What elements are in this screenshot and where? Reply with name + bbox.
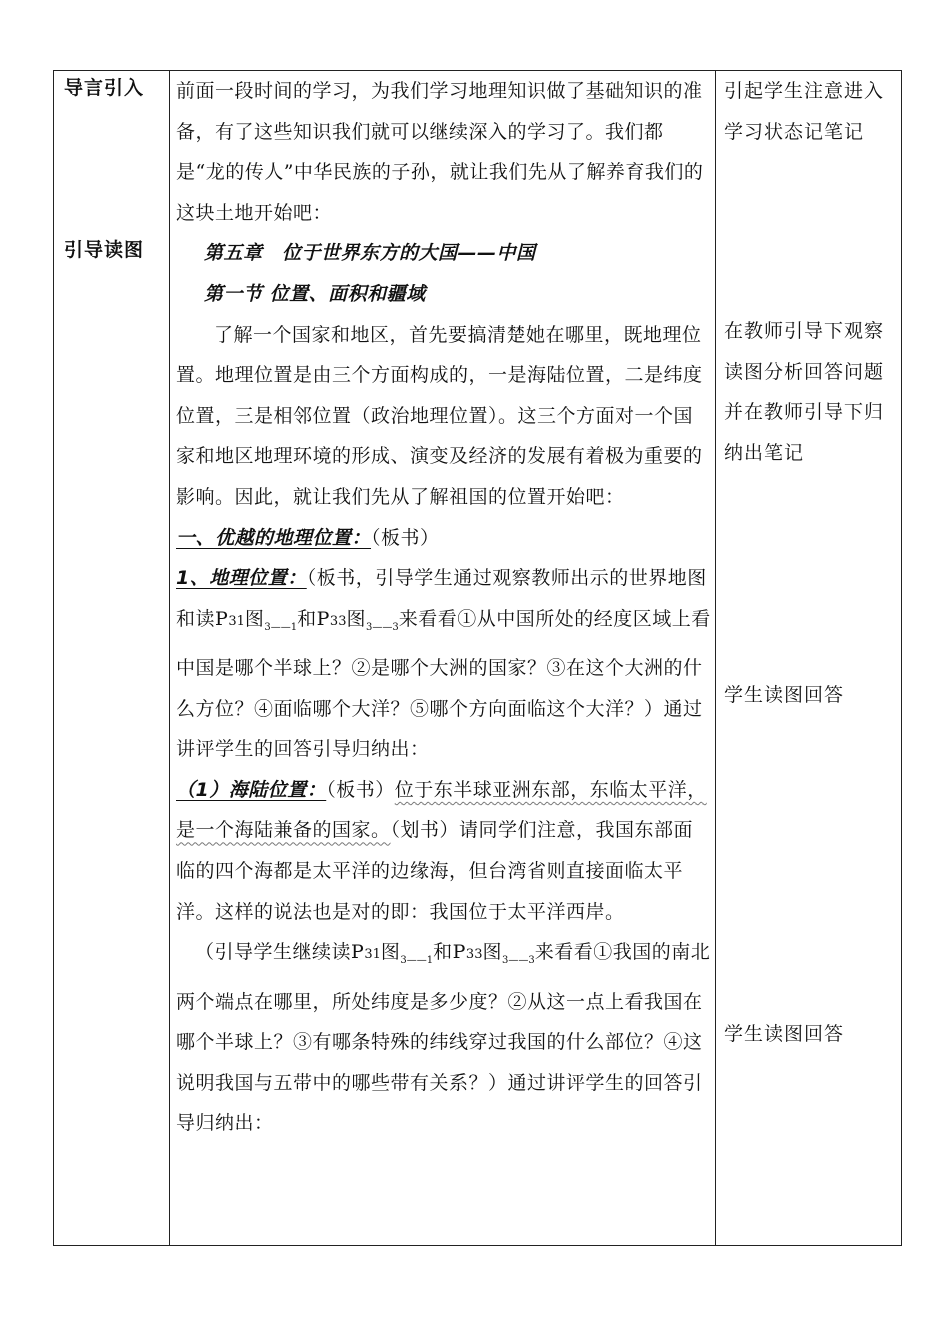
student-activity-column xyxy=(716,71,902,1246)
latitude-paragraph: （引导学生继续读P31图$_{3——1}$和P33图$_{3——3}$来看看①我国的南北两个端点在哪里，所处纬度是多少度？②从这一点上看我国在哪个半球上？③有哪条特殊的纬线穿过我国的什么部位？④这说明我国与五带中的哪些带有关系？）通过讲评学生的回答引导归纳出： xyxy=(176,941,711,1135)
page-ref-33: P33 xyxy=(316,607,347,630)
location-paragraph: 了解一个国家和地区，首先要搞清楚她在哪里，既地理位置。地理位置是由三个方面构成的，一是海陆位置，二是纬度位置，三是相邻位置（政治地理位置）。这三个方面对一个国家和地区地理环境的形成、演变及经济的发展有着极为重要的影响。因此，就让我们先从了解祖国的位置开始吧： xyxy=(176,323,703,508)
page-ref-31: P31 xyxy=(351,941,381,964)
heading-geo-position xyxy=(176,518,711,559)
heading-2: 1、地理位置： xyxy=(176,567,307,590)
stage-column xyxy=(54,71,170,1246)
section-title: 第一节 位置、面积和疆域 xyxy=(204,282,426,305)
note-intro: 引起学生注意进入学习状态记笔记 xyxy=(724,80,885,143)
geo-position-paragraph: 1、地理位置：（板书，引导学生通过观察教师出示的世界地图和读P31图$_{3——1}$和P33图$_{3——3}$来看看①从中国所处的经度区域上看中国是哪个半球上？②是哪个大洲的国家？③在这个大洲的什么方位？④面临哪个大洋？⑤哪个方向面临这个大洋？）通过讲评学生的回答引导归纳出： xyxy=(176,567,711,761)
teaching-content xyxy=(170,71,715,1144)
table-row xyxy=(54,71,902,1246)
board-note: （板书） xyxy=(371,526,440,549)
heading-1: 一、优越的地理位置： xyxy=(176,526,372,549)
sea-land-definition: 位于东半球亚洲东部，东临太平洋，是一个海陆兼备的国家。 xyxy=(176,778,707,842)
stage-label-guide: 引导读图 xyxy=(64,239,145,261)
note-read-map-2: 学生读图回答 xyxy=(724,1023,845,1045)
stage-label-intro: 导言引入 xyxy=(64,77,145,99)
page-ref-33: P33 xyxy=(452,941,483,964)
sea-land-paragraph: （1）海陆位置：（板书）位于东半球亚洲东部，东临太平洋，是一个海陆兼备的国家。（划书）请同学们注意，我国东部面临的四个海都是太平洋的边缘海，但台湾省则直接面临太平洋。这样的说法也是对的即：我国位于太平洋西岸。 xyxy=(176,778,707,923)
note-read-map-1: 学生读图回答 xyxy=(724,684,845,706)
intro-paragraph: 前面一段时间的学习，为我们学习地理知识做了基础知识的准备，有了这些知识我们就可以继续深入的学习了。我们都是“龙的传人”中华民族的子孙，就让我们先从了解养育我们的这块土地开始吧： xyxy=(176,80,704,224)
page-ref-31: P31 xyxy=(215,607,245,630)
chapter-title: 第五章 位于世界东方的大国——中国 xyxy=(204,242,536,265)
lesson-plan-table xyxy=(53,70,902,1246)
heading-3: （1）海陆位置： xyxy=(176,778,327,801)
note-guide: 在教师引导下观察读图分析回答问题并在教师引导下归纳出笔记 xyxy=(724,320,885,464)
teaching-content-column xyxy=(170,71,716,1246)
